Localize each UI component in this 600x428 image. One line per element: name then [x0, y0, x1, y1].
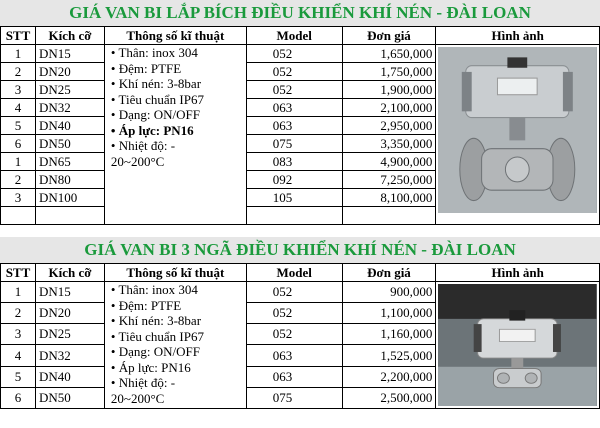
- row-model: 052: [246, 63, 342, 81]
- row-price: 1,100,000: [342, 303, 436, 324]
- header-model: Model: [246, 27, 342, 45]
- spec-line: • Tiêu chuẩn IP67: [110, 328, 204, 344]
- empty-cell: [342, 207, 436, 225]
- header-stt: STT: [1, 264, 36, 282]
- spec-line: 20~200°C: [110, 390, 165, 406]
- header-image: Hình ảnh: [436, 264, 600, 282]
- spec-line: • Đệm: PTFE: [110, 60, 182, 76]
- row-model: 052: [246, 303, 342, 324]
- row-model: 063: [246, 99, 342, 117]
- row-stt: 2: [1, 171, 36, 189]
- row-price: 2,950,000: [342, 117, 436, 135]
- row-size: DN20: [35, 63, 104, 81]
- row-stt: 1: [1, 153, 36, 171]
- row-size: DN40: [35, 117, 104, 135]
- row-model: 063: [246, 345, 342, 366]
- valve-photo: [438, 284, 597, 406]
- row-model: 052: [246, 81, 342, 99]
- row-size: DN50: [35, 135, 104, 153]
- row-stt: 2: [1, 303, 36, 324]
- row-stt: 6: [1, 387, 36, 408]
- flange-valve-price-table: [0, 26, 600, 225]
- spec-line: • Tiêu chuẩn IP67: [110, 91, 204, 107]
- row-model: 075: [246, 135, 342, 153]
- row-size: DN15: [35, 45, 104, 63]
- header-model: Model: [246, 264, 342, 282]
- specs-cell: [104, 282, 246, 409]
- header-specs: Thông số kĩ thuật: [104, 264, 246, 282]
- valve-photo: [438, 47, 597, 213]
- header-price: Đơn giá: [342, 264, 436, 282]
- row-size: DN65: [35, 153, 104, 171]
- row-size: DN40: [35, 366, 104, 387]
- section2-title: GIÁ VAN BI 3 NGÃ ĐIỀU KHIỂN KHÍ NÉN - ĐÀI LOAN: [0, 237, 600, 263]
- row-size: DN20: [35, 303, 104, 324]
- three-way-valve-price-table: [0, 263, 600, 409]
- row-stt: 1: [1, 282, 36, 303]
- spec-line: • Thân: inox 304: [110, 282, 198, 297]
- spec-line: • Nhiệt độ: -: [110, 375, 176, 390]
- row-price: 2,100,000: [342, 99, 436, 117]
- row-model: 052: [246, 282, 342, 303]
- spec-line: • Đệm: PTFE: [110, 297, 182, 313]
- row-size: DN25: [35, 324, 104, 345]
- row-stt: 4: [1, 99, 36, 117]
- row-size: DN25: [35, 81, 104, 99]
- row-price: 4,900,000: [342, 153, 436, 171]
- header-stt: STT: [1, 27, 36, 45]
- row-price: 1,750,000: [342, 63, 436, 81]
- spec-line: • Nhiệt độ: -: [110, 138, 176, 153]
- row-price: 8,100,000: [342, 189, 436, 207]
- row-stt: 4: [1, 345, 36, 366]
- row-price: 1,160,000: [342, 324, 436, 345]
- row-model: 063: [246, 366, 342, 387]
- header-price: Đơn giá: [342, 27, 436, 45]
- spec-line: • Áp lực: PN16: [110, 359, 191, 375]
- empty-cell: [35, 207, 104, 225]
- header-size: Kích cỡ: [35, 264, 104, 282]
- row-size: DN15: [35, 282, 104, 303]
- row-model: 052: [246, 324, 342, 345]
- row-price: 1,900,000: [342, 81, 436, 99]
- spec-line: • Thân: inox 304: [110, 45, 198, 60]
- row-price: 1,650,000: [342, 45, 436, 63]
- row-stt: 2: [1, 63, 36, 81]
- row-model: 052: [246, 45, 342, 63]
- row-stt: 5: [1, 366, 36, 387]
- section1-title: GIÁ VAN BI LẮP BÍCH ĐIỀU KHIỂN KHÍ NÉN - ĐÀI LOAN: [0, 0, 600, 26]
- row-stt: 5: [1, 117, 36, 135]
- row-stt: 1: [1, 45, 36, 63]
- row-price: 2,200,000: [342, 366, 436, 387]
- header-size: Kích cỡ: [35, 27, 104, 45]
- row-size: DN100: [35, 189, 104, 207]
- product-image: [436, 282, 600, 409]
- spec-line: • Khí nén: 3-8bar: [110, 313, 202, 328]
- header-image: Hình ảnh: [436, 27, 600, 45]
- row-model: 092: [246, 171, 342, 189]
- row-price: 7,250,000: [342, 171, 436, 189]
- spec-line: • Áp lực: PN16: [110, 122, 194, 138]
- row-model: 063: [246, 117, 342, 135]
- row-price: 1,525,000: [342, 345, 436, 366]
- spec-line: • Khí nén: 3-8bar: [110, 76, 202, 91]
- table-row: [1, 282, 600, 303]
- row-price: 3,350,000: [342, 135, 436, 153]
- row-price: 900,000: [342, 282, 436, 303]
- table-row: [1, 45, 600, 63]
- row-size: DN50: [35, 387, 104, 408]
- row-size: DN32: [35, 99, 104, 117]
- product-image: [436, 45, 600, 225]
- row-model: 083: [246, 153, 342, 171]
- empty-cell: [246, 207, 342, 225]
- header-specs: Thông số kĩ thuật: [104, 27, 246, 45]
- row-stt: 3: [1, 189, 36, 207]
- row-model: 075: [246, 387, 342, 408]
- row-size: DN32: [35, 345, 104, 366]
- spec-line: • Dạng: ON/OFF: [110, 107, 200, 122]
- specs-cell: [104, 45, 246, 225]
- spec-line: • Dạng: ON/OFF: [110, 344, 200, 359]
- row-price: 2,500,000: [342, 387, 436, 408]
- spec-line: 20~200°C: [110, 153, 165, 169]
- row-stt: 3: [1, 81, 36, 99]
- row-stt: 6: [1, 135, 36, 153]
- row-stt: 3: [1, 324, 36, 345]
- row-model: 105: [246, 189, 342, 207]
- row-size: DN80: [35, 171, 104, 189]
- empty-cell: [1, 207, 36, 225]
